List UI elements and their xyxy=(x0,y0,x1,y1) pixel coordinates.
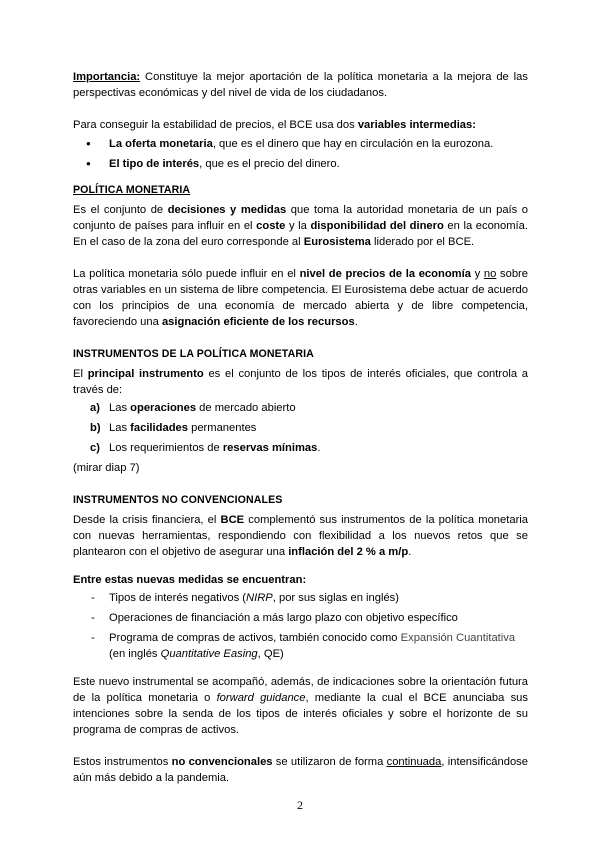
list-item: - Programa de compras de activos, también conocido como Expansión Cuantitativa (en inglés Quantitative Easing, QE) xyxy=(73,630,528,662)
list-item: a) Las operaciones de mercado abierto xyxy=(90,402,296,414)
intermedias-intro: Para conseguir la estabilidad de precios, el BCE usa dos variables intermedias: xyxy=(73,119,476,131)
politica-paragraph-1: Es el conjunto de decisiones y medidas que toma la autoridad monetaria de un país o conjunto de países para influir en el coste y la disponibilidad del dinero en la economía. En el caso de la zona del euro corresponde al Eurosistema liderado por el BCE. xyxy=(73,204,529,248)
list-item: c) Los requerimientos de reservas mínimas. xyxy=(90,442,321,454)
section-heading-instrumentos: INSTRUMENTOS DE LA POLÍTICA MONETARIA xyxy=(73,348,314,360)
noconv-list xyxy=(73,590,528,662)
politica-paragraph-2: La política monetaria sólo puede influir en el nivel de precios de la economía y no sobre otras variables en un sistema de libre competencia. El Eurosistema debe actuar de acuerdo con los principios de una economía de mercado abierta y de libre competencia, favoreciendo una asignación eficiente de los recursos. xyxy=(73,268,529,328)
importancia-label: Importancia: xyxy=(73,71,141,83)
list-item: - Operaciones de financiación a más largo plazo con objetivo específico xyxy=(73,610,528,626)
list-item: ● La oferta monetaria, que es el dinero que hay en circulación en la eurozona. xyxy=(73,136,528,152)
section-heading-politica: POLÍTICA MONETARIA xyxy=(73,184,191,196)
intermedias-list xyxy=(73,136,528,172)
importancia-paragraph: Importancia: Constituye la mejor aportación de la política monetaria a la mejora de las perspectivas económicas y del nivel de vida de los ciudadanos. xyxy=(73,71,528,99)
list-item: - Tipos de interés negativos (NIRP, por sus siglas en inglés) xyxy=(73,590,528,606)
noconv-paragraph-1: Desde la crisis financiera, el BCE complementó sus instrumentos de la política monetaria con nuevas herramientas, respondiendo con flexibilidad a los nuevos retos que se plantearon con el objetivo de asegurar una inflación del 2 % a m/p. xyxy=(73,514,528,558)
document-body xyxy=(73,69,528,786)
page-number: 2 xyxy=(297,798,303,812)
noconv-subheading: Entre estas nuevas medidas se encuentran: xyxy=(73,574,307,586)
instrumentos-note: (mirar diap 7) xyxy=(73,462,140,474)
section-heading-noconv: INSTRUMENTOS NO CONVENCIONALES xyxy=(73,494,283,506)
list-item: b) Las facilidades permanentes xyxy=(90,422,257,434)
instrumentos-list xyxy=(73,400,528,456)
noconv-paragraph-2: Este nuevo instrumental se acompañó, además, de indicaciones sobre la orientación futura de la política monetaria o forward guidance, mediante la cual el BCE anunciaba sus intenciones sobre la senda de los tipos de interés oficiales y sobre el horizonte de su programa de compras de activos. xyxy=(73,676,528,736)
instrumentos-intro: El principal instrumento es el conjunto de los tipos de interés oficiales, que controla a través de: xyxy=(73,368,529,396)
list-item: ● El tipo de interés, que es el precio del dinero. xyxy=(73,156,528,172)
noconv-paragraph-3: Estos instrumentos no convencionales se utilizaron de forma continuada, intensificándose aún más debido a la pandemia. xyxy=(73,756,528,784)
